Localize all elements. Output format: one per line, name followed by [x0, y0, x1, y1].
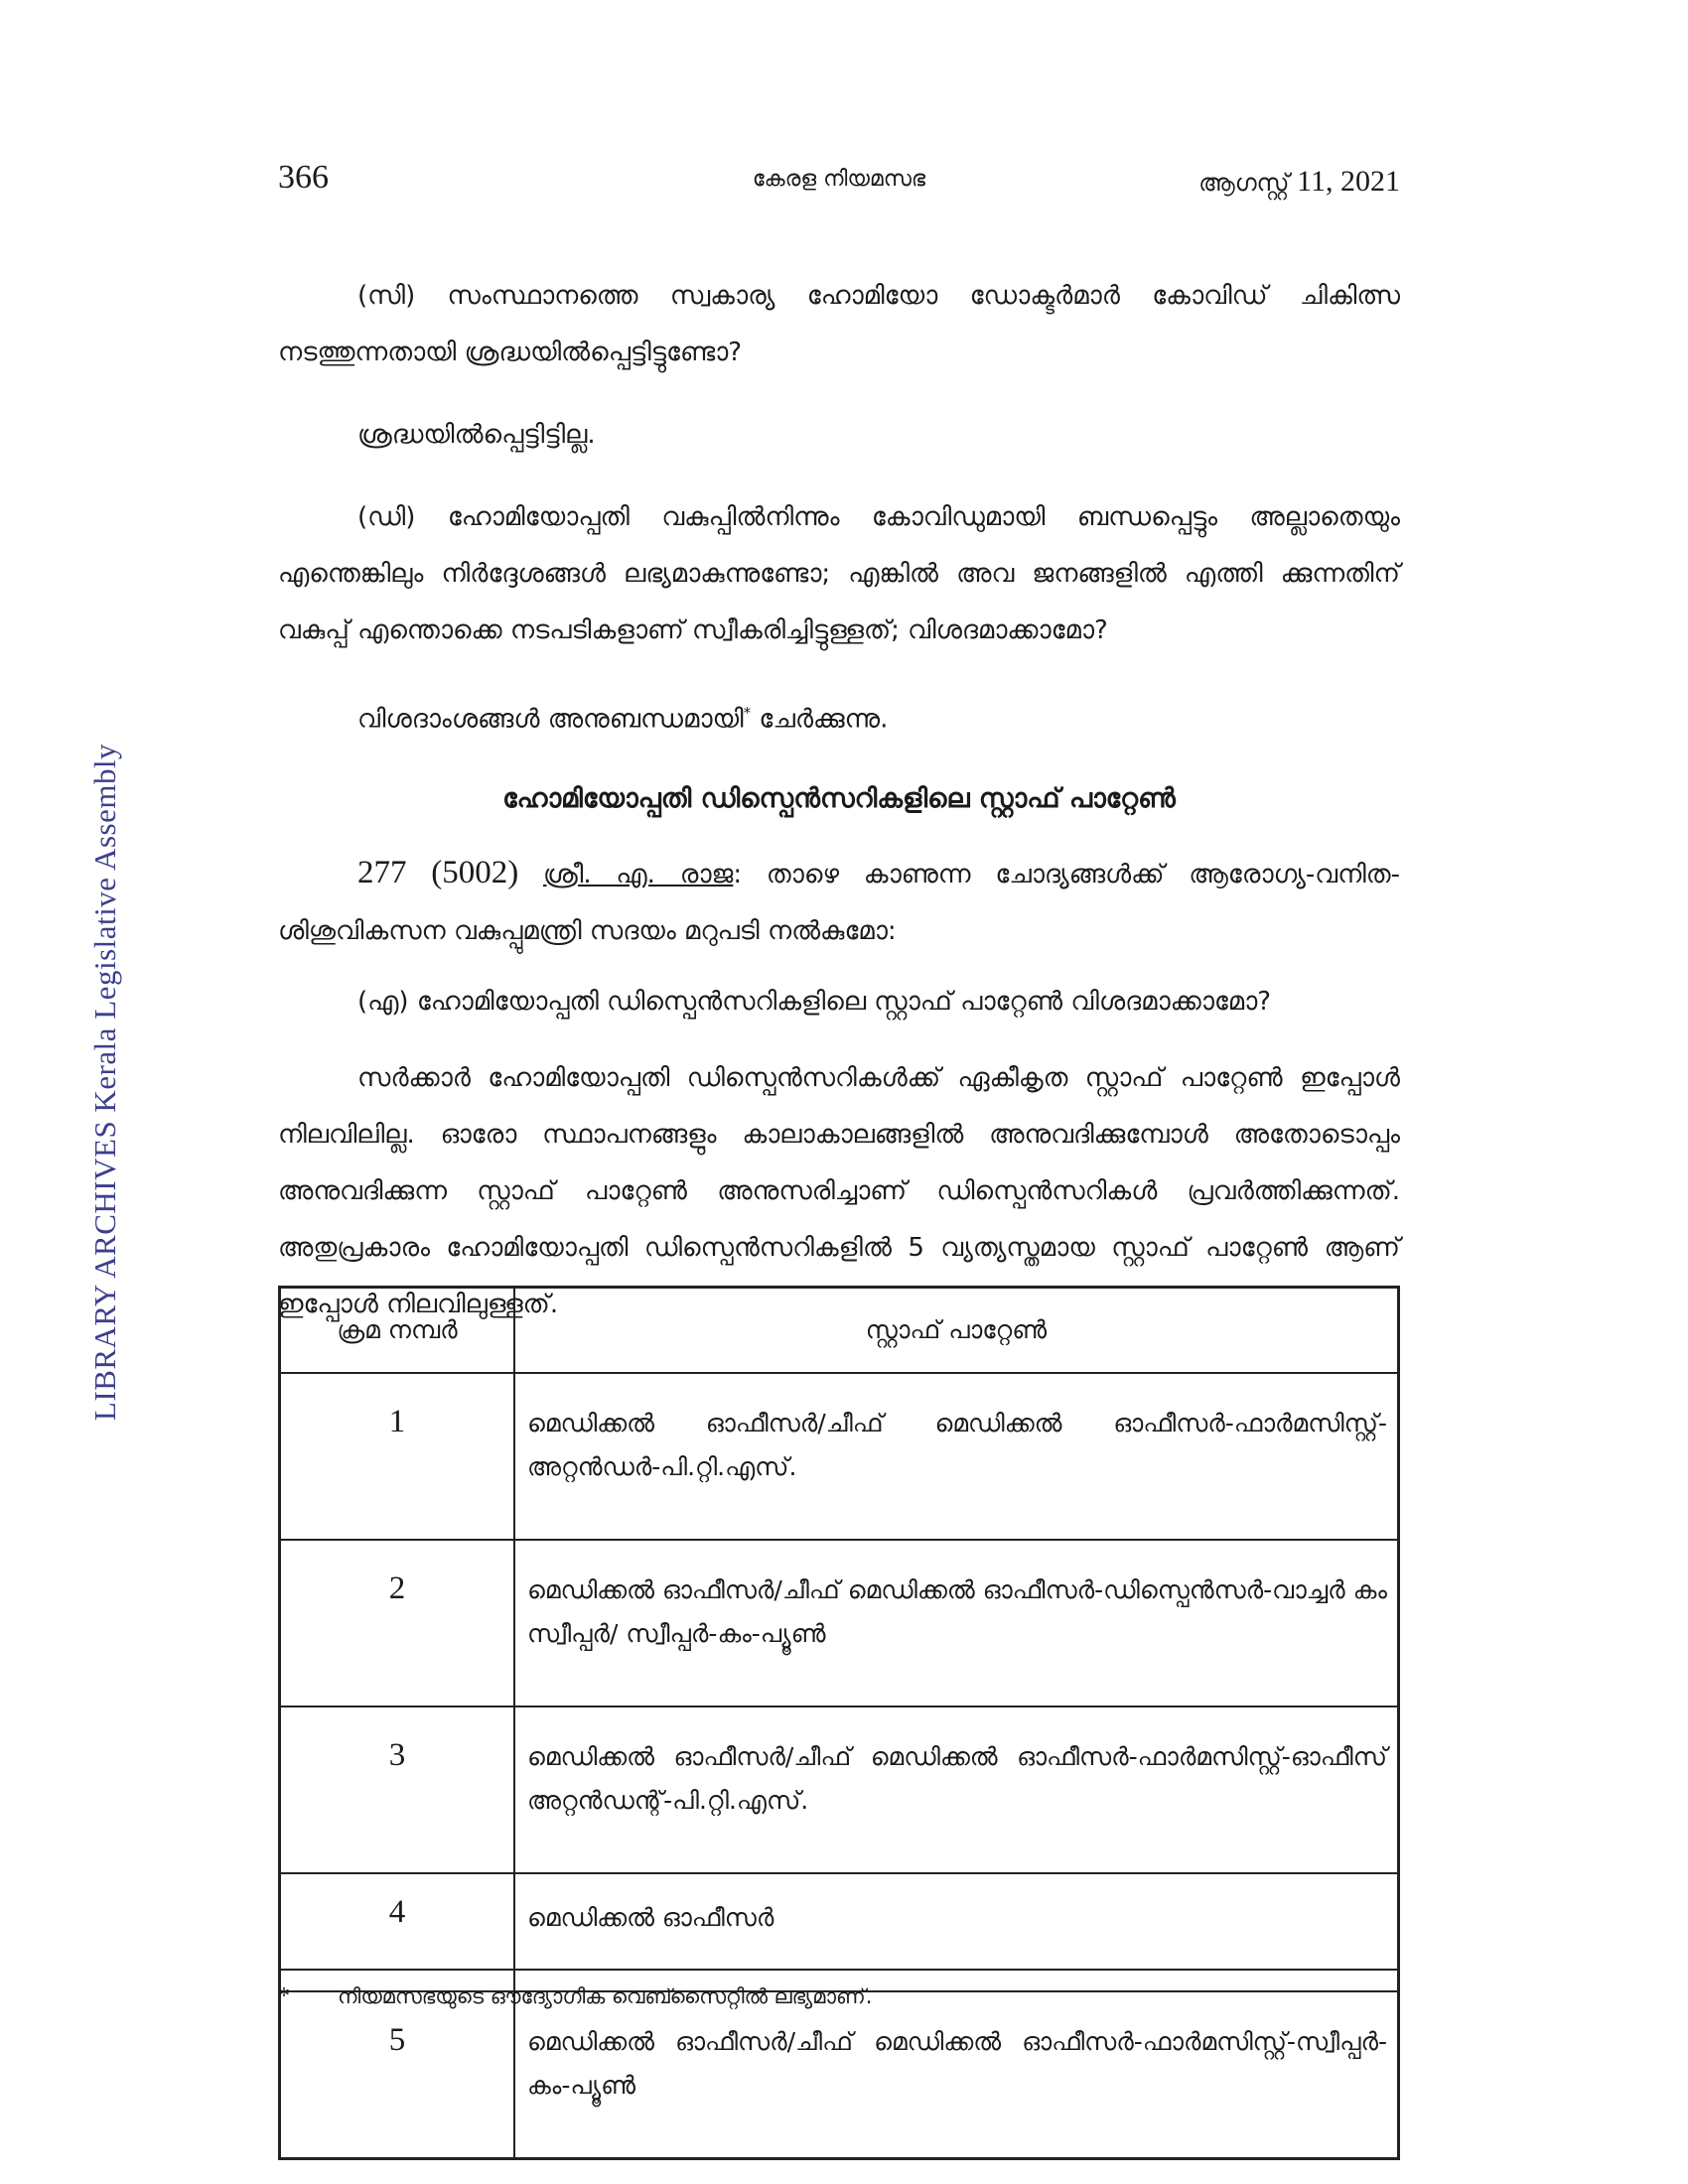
page-number: 366: [278, 159, 329, 196]
page-header: [278, 159, 1400, 208]
serial-number-cell: 1: [280, 1373, 515, 1540]
staff-pattern-cell: മെഡിക്കൽ ഓഫീസർ: [514, 1873, 1399, 1991]
table-row: [280, 1873, 1399, 1991]
staff-pattern-cell: മെഡിക്കൽ ഓഫീസർ/ചീഫ് മെഡിക്കൽ ഓഫീസർ-ഫാർമസിസ്റ്റ്-ഓഫീസ് അറ്റൻഡന്റ്-പി.റ്റി.എസ്.: [514, 1706, 1399, 1873]
question-number: 277 (5002): [357, 854, 519, 890]
footnote-text: നിയമസഭയുടെ ഔദ്യോഗിക വെബ്സൈറ്റിൽ ലഭ്യമാണ്.: [338, 1984, 873, 2008]
question-c: (സി) സംസ്ഥാനത്തെ സ്വകാര്യ ഹോമിയോ ഡോക്ടർമാർ കോവിഡ് ചികിത്സ നടത്തുന്നതായി ശ്രദ്ധയിൽപ്പെട്ടിട്ടുണ്ടോ?: [278, 281, 1400, 367]
answer-d: [278, 685, 1400, 749]
table-header-row: [280, 1288, 1399, 1374]
table-row: [280, 1991, 1399, 2159]
table-row: [280, 1373, 1399, 1540]
serial-number-cell: 3: [280, 1706, 515, 1873]
page-content: [278, 268, 1400, 1333]
header-date: [1198, 165, 1400, 199]
footnote-reference: *: [743, 704, 752, 722]
section-heading: ഹോമിയോപ്പതി ഡിസ്പെൻസറികളിലെ സ്റ്റാഫ് പാറ്റേൺ: [502, 782, 1176, 814]
question-intro-text: : താഴെ കാണുന്ന ചോദ്യങ്ങൾക്ക് ആരോഗ്യ-വനിത-ശിശുവികസന വകുപ്പുമന്ത്രി സദയം മറുപടി നൽകുമോ:: [278, 859, 1400, 946]
header-serial-number: ക്രമ നമ്പർ: [280, 1288, 515, 1374]
question-277-intro: [278, 845, 1400, 960]
staff-pattern-table-wrapper: [278, 1286, 1400, 2160]
footnote-divider: [278, 1969, 1400, 1971]
staff-pattern-cell: മെഡിക്കൽ ഓഫീസർ/ചീഫ് മെഡിക്കൽ ഓഫീസർ-ഫാർമസിസ്റ്റ്-അറ്റൻഡർ-പി.റ്റി.എസ്.: [514, 1373, 1399, 1540]
date-month: ആഗസ്റ്റ്: [1198, 169, 1290, 197]
staff-pattern-cell: മെഡിക്കൽ ഓഫീസർ/ചീഫ് മെഡിക്കൽ ഓഫീസർ-ഡിസ്പെൻസർ-വാച്ചർ കം സ്വീപ്പർ/ സ്വീപ്പർ-കം-പ്യൂൺ: [514, 1540, 1399, 1706]
staff-pattern-cell: മെഡിക്കൽ ഓഫീസർ/ചീഫ് മെഡിക്കൽ ഓഫീസർ-ഫാർമസിസ്റ്റ്-സ്വീപ്പർ-കം-പ്യൂൺ: [514, 1991, 1399, 2159]
header-staff-pattern: സ്റ്റാഫ് പാറ്റേൺ: [514, 1288, 1399, 1374]
member-name: ശ്രീ. എ. രാജ: [542, 859, 734, 889]
question-d: (ഡി) ഹോമിയോപ്പതി വകുപ്പിൽനിന്നും കോവിഡുമായി ബന്ധപ്പെട്ടും അല്ലാതെയും എന്തെങ്കിലും നിർദ്ദേശങ്ങൾ ലഭ്യമാകുന്നുണ്ടോ; എങ്കിൽ അവ ജനങ്ങളിൽ എത്തി ക്കുന്നതിന് വകുപ്പ് എന്തൊക്കെ നടപടികളാണ് സ്വീകരിച്ചിട്ടുള്ളത്; വിശദമാക്കാമോ?: [278, 502, 1400, 645]
answer-d-tail: ചേർക്കുന്നു.: [751, 704, 889, 735]
date-day-year: 11, 2021: [1297, 165, 1400, 198]
serial-number-cell: 2: [280, 1540, 515, 1706]
serial-number-cell: 5: [280, 1991, 515, 2159]
answer-d-text: വിശദാംശങ്ങൾ അനുബന്ധമായി: [357, 704, 744, 735]
table-row: [280, 1540, 1399, 1706]
staff-pattern-table: [278, 1286, 1400, 2160]
answer-c: ശ്രദ്ധയിൽപ്പെട്ടിട്ടില്ല.: [357, 420, 596, 450]
table-row: [280, 1706, 1399, 1873]
answer-a: സർക്കാർ ഹോമിയോപ്പതി ഡിസ്പെൻസറികൾക്ക് ഏകീകൃത സ്റ്റാഫ് പാറ്റേൺ ഇപ്പോൾ നിലവിലില്ല. ഓരോ സ്ഥാപനങ്ങളും കാലാകാലങ്ങളിൽ അനുവദിക്കുമ്പോൾ അതോടൊപ്പം അനുവദിക്കുന്ന സ്റ്റാഫ് പാറ്റേൺ അനുസരിച്ചാണ് ഡിസ്പെൻസറികൾ പ്രവർത്തിക്കുന്നത്. അതുപ്രകാരം ഹോമിയോപ്പതി ഡിസ്പെൻസറികളിൽ 5 വ്യത്യസ്തമായ സ്റ്റാഫ് പാറ്റേൺ ആണ് ഇപ്പോൾ നിലവിലുള്ളത്.: [278, 1062, 1400, 1319]
archive-watermark: LIBRARY ARCHIVES Kerala Legislative Assembly: [87, 743, 122, 1422]
footnote-mark: *: [278, 1983, 290, 2009]
footnote: [278, 1983, 872, 2010]
running-title: കേരള നിയമസഭ: [752, 167, 926, 192]
serial-number-cell: 4: [280, 1873, 515, 1991]
question-a: (എ) ഹോമിയോപ്പതി ഡിസ്പെൻസറികളിലെ സ്റ്റാഫ് പാറ്റേൺ വിശദമാക്കാമോ?: [357, 986, 1272, 1017]
